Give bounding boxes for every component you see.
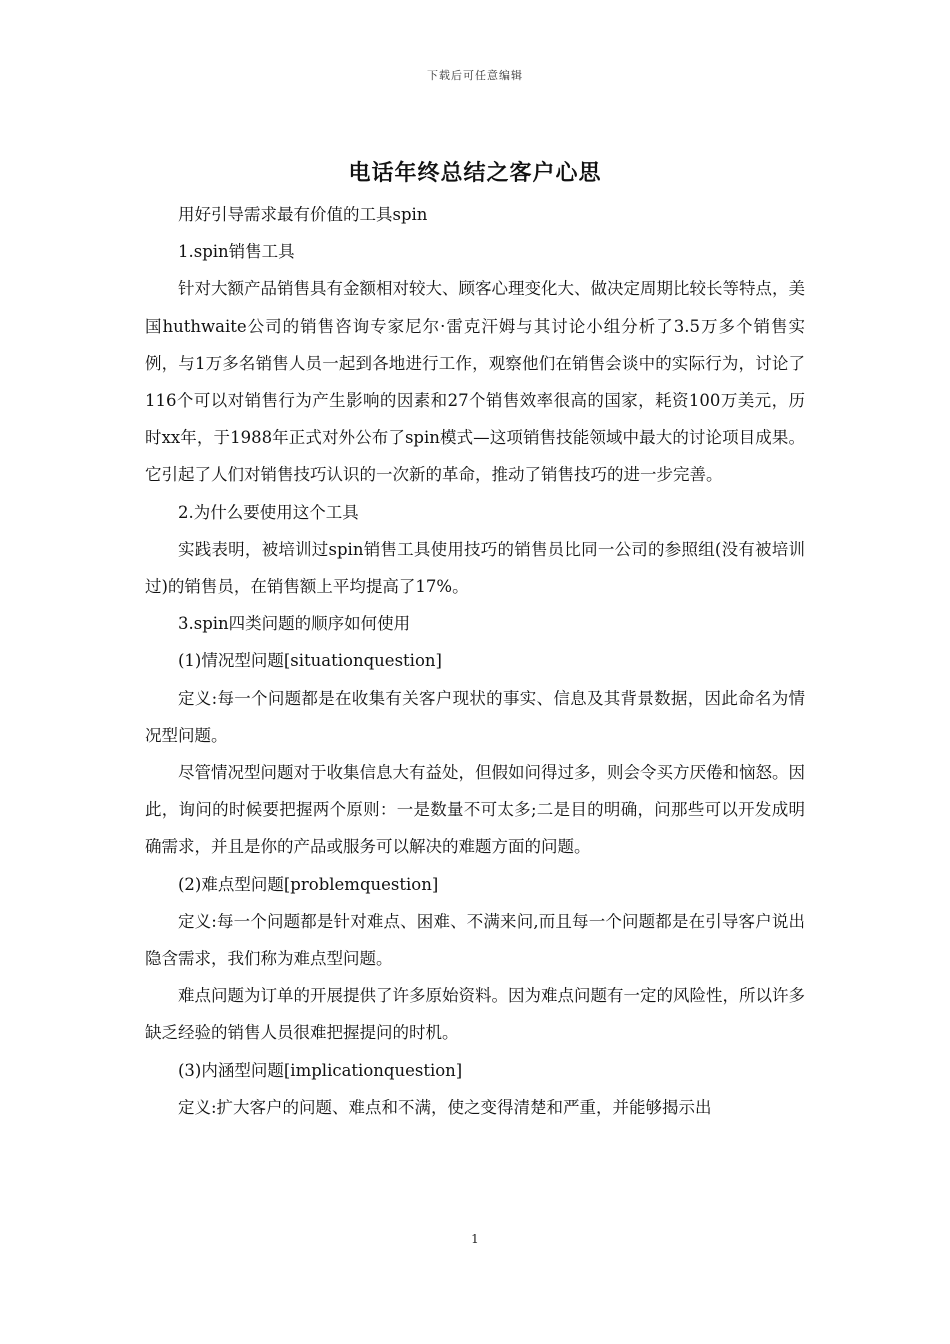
section-heading-2: 2.为什么要使用这个工具 (178, 502, 359, 522)
subsection-heading-situation: (1)情况型问题[situationquestion] (178, 651, 442, 671)
subsection-heading-implication: (3)内涵型问题[implicationquestion] (178, 1060, 463, 1080)
paragraph: 尽管情况型问题对于收集信息大有益处，但假如问得过多，则会令买方厌倦和恼怒。因此，询问的时候要把握两个原则：一是数量不可太多;二是目的明确，问那些可以开发成明确需求，并且是你的产品或服务可以解决的难题方面的问题。 (145, 763, 805, 857)
page-number: 1 (471, 1232, 479, 1246)
subsection-heading-problem: (2)难点型问题[problemquestion] (178, 874, 439, 894)
paragraph: 针对大额产品销售具有金额相对较大、顾客心理变化大、做决定周期比较长等特点，美国huthwaite公司的销售咨询专家尼尔·雷克汗姆与其讨论小组分析了3.5万多个销售实例，与1万多名销售人员一起到各地进行工作，观察他们在销售会谈中的实际行为，讨论了116个可以对销售行为产生影响的因素和27个销售效率很高的国家，耗资100万美元，历时xx年，于1988年正式对外公布了spin模式—这项销售技能领域中最大的讨论项目成果。它引起了人们对销售技巧认识的一次新的革命，推动了销售技巧的进一步完善。 (145, 279, 805, 485)
paragraph-intro: 用好引导需求最有价值的工具spin (178, 205, 428, 224)
paragraph: 实践表明，被培训过spin销售工具使用技巧的销售员比同一公司的参照组(没有被培训过)的销售员，在销售额上平均提高了17%。 (145, 539, 805, 597)
paragraph: 难点问题为订单的开展提供了许多原始资料。因为难点问题有一定的风险性，所以许多缺乏经验的销售人员很难把握提问的时机。 (145, 986, 805, 1043)
paragraph: 定义:每一个问题都是在收集有关客户现状的事实、信息及其背景数据，因此命名为情况型问题。 (145, 688, 805, 745)
page-header-note: 下载后可任意编辑 (427, 69, 523, 82)
paragraph: 定义:每一个问题都是针对难点、困难、不满来问,而且每一个问题都是在引导客户说出隐含需求，我们称为难点型问题。 (145, 911, 805, 969)
document-title: 电话年终总结之客户心思 (348, 160, 602, 186)
section-heading-1: 1.spin销售工具 (178, 242, 295, 262)
paragraph: 定义:扩大客户的问题、难点和不满，使之变得清楚和严重，并能够揭示出 (178, 1097, 712, 1117)
section-heading-3: 3.spin四类问题的顺序如何使用 (178, 614, 411, 634)
document-body (145, 196, 805, 1126)
